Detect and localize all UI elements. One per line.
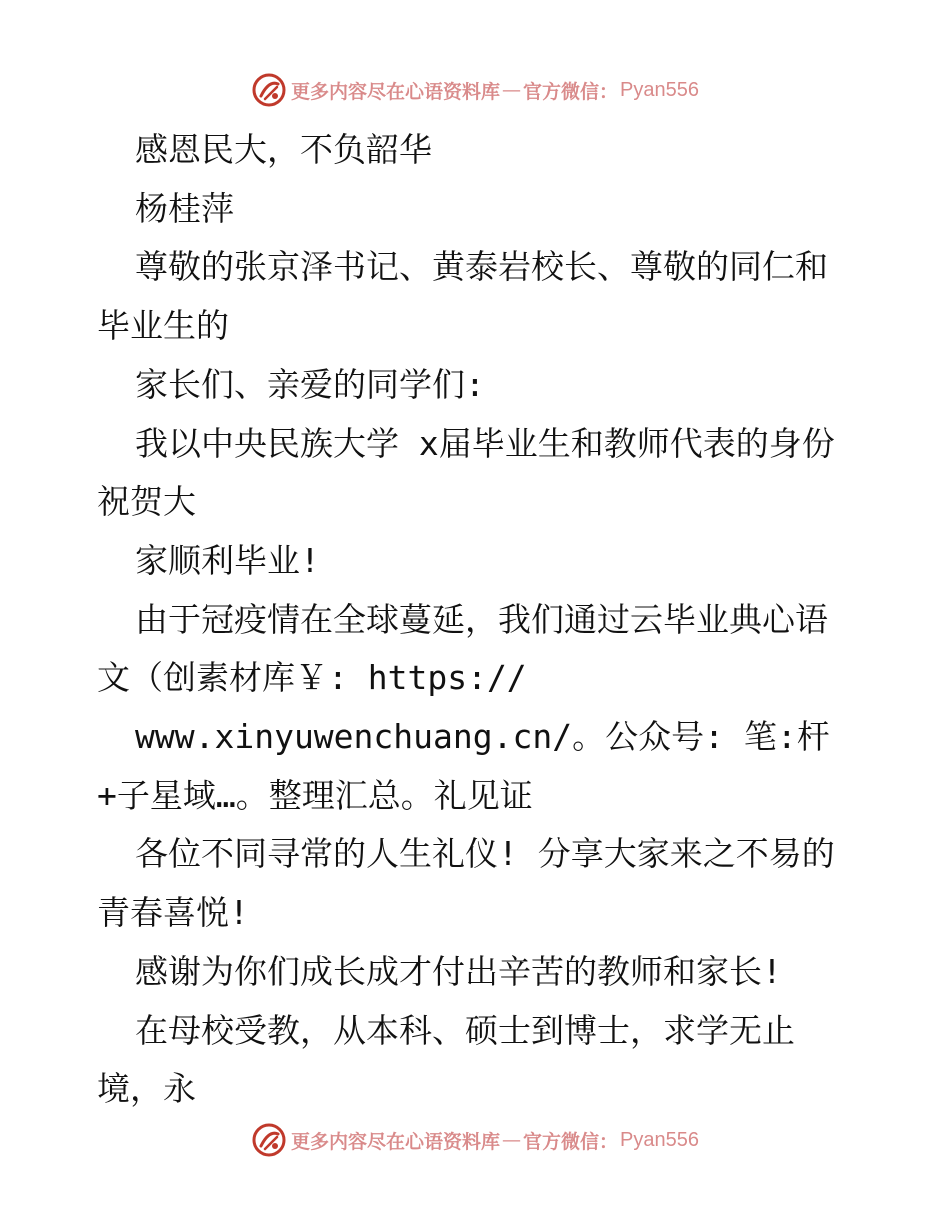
banner-text: 更多内容尽在心语资料库 bbox=[291, 80, 501, 103]
banner-wechat-id: Pyan556 bbox=[620, 1128, 699, 1151]
paragraph: 家长们、亲爱的同学们: bbox=[135, 364, 485, 404]
paragraph: 由于冠疫情在全球蔓延，我们通过云毕业典心语文（创素材库￥: https:// bbox=[97, 599, 828, 698]
library-logo-icon bbox=[251, 1122, 287, 1158]
banner-dash: — bbox=[502, 79, 522, 101]
paragraph: 家顺利毕业! bbox=[135, 540, 320, 580]
footer-banner bbox=[0, 1120, 950, 1160]
paragraph: www.xinyuwenchuang.cn/。公众号: 笔:杆+子星域…。整理汇总。礼见证 bbox=[97, 717, 830, 815]
library-logo-icon bbox=[251, 72, 287, 108]
header-banner bbox=[0, 70, 950, 110]
banner-wechat-label: 官方微信： bbox=[523, 1130, 619, 1153]
paragraph: 感谢为你们成长成才付出辛苦的教师和家长! bbox=[135, 951, 782, 991]
document-title: 感恩民大，不负韶华 bbox=[135, 130, 432, 169]
paragraph: 我以中央民族大学 x届毕业生和教师代表的身份祝贺大 bbox=[97, 423, 835, 522]
paragraph: 尊敬的张京泽书记、黄泰岩校长、尊敬的同仁和毕业生的 bbox=[97, 247, 828, 346]
paragraph: 各位不同寻常的人生礼仪! 分享大家来之不易的青春喜悦! bbox=[97, 834, 835, 933]
banner-wechat-id: Pyan556 bbox=[620, 78, 699, 101]
banner-dash: — bbox=[502, 1129, 522, 1151]
banner-wechat-label: 官方微信： bbox=[523, 80, 619, 103]
paragraph: 在母校受教，从本科、硕士到博士，求学无止境，永 bbox=[97, 1010, 795, 1109]
document-author: 杨桂萍 bbox=[135, 188, 234, 228]
document-body bbox=[97, 121, 857, 1119]
banner-text: 更多内容尽在心语资料库 bbox=[291, 1130, 501, 1153]
